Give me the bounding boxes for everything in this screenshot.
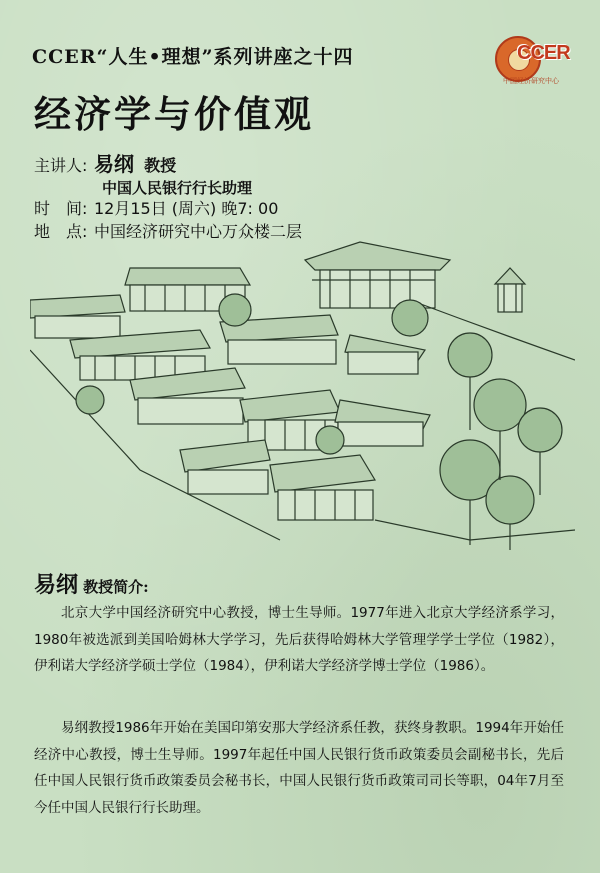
place-value: 中国经济研究中心万众楼二层 [94, 222, 303, 241]
speaker-line [34, 148, 176, 177]
time-label: 时 间: [34, 199, 88, 218]
courtyard-illustration [30, 240, 575, 575]
speaker-position: 中国人民银行行长助理 [102, 179, 253, 197]
hill-line-drawing [410, 300, 575, 360]
pavilion-drawing [495, 268, 525, 312]
series-title: CCER“人生•理想”系列讲座之十四 [32, 46, 354, 68]
ccer-logo [493, 32, 579, 88]
time-value: 12月15日 (周六) 晚7: 00 [94, 199, 279, 218]
speaker-name: 易纲 [94, 152, 134, 176]
place-label: 地 点: [34, 222, 88, 241]
bio-heading-suffix: 教授简介: [83, 578, 149, 596]
speaker-label: 主讲人: [34, 156, 88, 175]
main-hall-drawing [305, 242, 450, 308]
bio-name: 易纲 [34, 572, 79, 598]
lecture-title: 经济学与价值观 [34, 92, 314, 136]
logo-subtext: 中国经济研究中心 [503, 77, 559, 85]
time-line [34, 196, 278, 219]
left-buildings-drawing [30, 268, 250, 424]
bio-paragraph-1: 北京大学中国经济研究中心教授，博士生导师。1977年进入北京大学经济系学习，1980年被选派到美国哈姆林大学学习，先后获得哈姆林大学管理学学士学位（1982），伊利诺大学经济学硕士学位（1984），伊利诺大学经济学博士学位（1986）。 [34, 605, 564, 674]
ground-line-drawing [375, 520, 575, 540]
speaker-rank: 教授 [144, 156, 177, 175]
logo-text: CCER [517, 42, 570, 64]
bio-heading [34, 568, 149, 599]
place-line [34, 219, 302, 242]
bio-paragraph-2: 易纲教授1986年开始在美国印第安那大学经济系任教，获终身教职。1994年开始任经济中心教授，博士生导师。1997年起任中国人民银行货币政策委员会副秘书长，先后任中国人民银行货币政策委员会秘书长，中国人民银行货币政策司司长等职，04年7月至今任中国人民银行行长助理。 [34, 720, 564, 816]
